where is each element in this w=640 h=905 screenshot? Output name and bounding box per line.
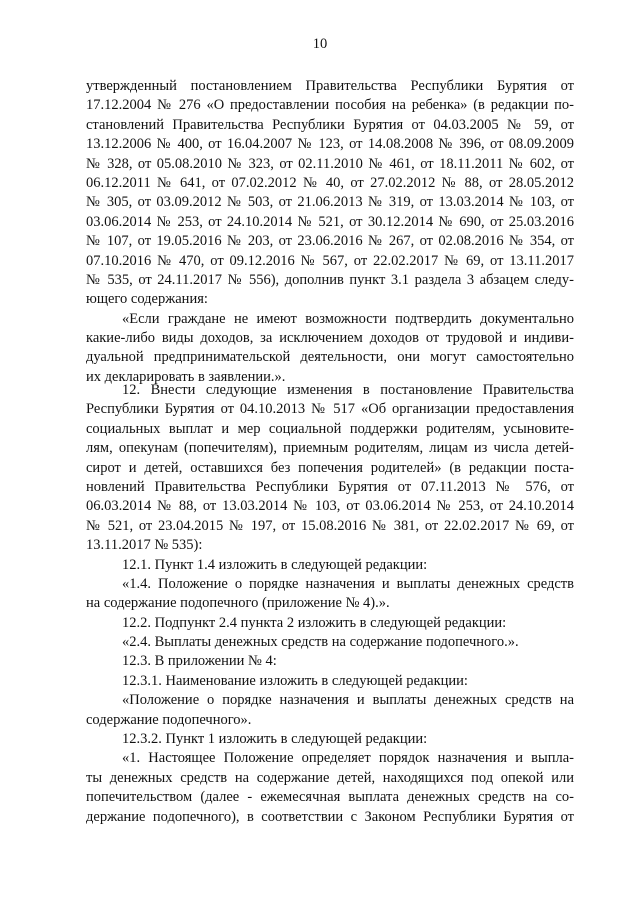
text-line: «1. Настоящее Положение определяет порядок назначения и выпла- [122, 750, 574, 767]
text-line: № 535, от 24.11.2017 № 556), дополнив пункт 3.1 раздела 3 абзацем следу- [86, 271, 574, 288]
text-line: 12. Внести следующие изменения в постановление Правительства [122, 382, 574, 398]
text-line: ющего содержания: [86, 291, 208, 308]
text-line: 17.12.2004 № 276 «О предоставлении пособия на ребенка» (в редакции по- [86, 97, 574, 114]
text-line: 12.3.1. Наименование изложить в следующей редакции: [122, 672, 468, 689]
text-line: «1.4. Положение о порядке назначения и выплаты денежных средств [122, 575, 574, 592]
text-line: 12.3.2. Пункт 1 изложить в следующей редакции: [122, 731, 428, 748]
text-block [86, 77, 574, 387]
text-line: 12.3. В приложении № 4: [122, 653, 277, 670]
text-line: социальных выплат и мер социальной поддержки родителям, усыновите- [86, 420, 574, 437]
text-line: лям, опекунам (попечителям), приемным родителям, лицам из числа детей- [86, 440, 574, 457]
text-line: 03.06.2014 № 253, от 24.10.2014 № 521, от 30.12.2014 № 690, от 25.03.2016 [86, 213, 574, 230]
text-line: 06.03.2014 № 88, от 13.03.2014 № 103, от 03.06.2014 № 253, от 24.10.2014 [86, 498, 574, 515]
text-line: № 305, от 03.09.2012 № 503, от 21.06.2013 № 319, от 13.03.2014 № 103, от [86, 194, 574, 211]
text-line: попечительством (далее - ежемесячная выплата денежных средств на со- [86, 789, 574, 806]
text-line: № 107, от 19.05.2016 № 203, от 23.06.2016 № 267, от 02.08.2016 № 354, от [86, 233, 574, 250]
text-line: 13.11.2017 № 535): [86, 537, 203, 554]
text-line: «2.4. Выплаты денежных средств на содержание подопечного.». [122, 634, 519, 651]
text-line: какие-либо виды доходов, за исключением доходов от трудовой и индиви- [86, 330, 574, 347]
text-line: новлений Правительства Республики Бурятия от 07.11.2013 № 576, от [86, 478, 574, 495]
text-line: «Если граждане не имеют возможности подтвердить документально [122, 310, 574, 327]
text-line: сирот и детей, оставшихся без попечения родителей» (в редакции поста- [86, 459, 574, 476]
text-line: держание подопечного), в соответствии с Законом Республики Бурятия от [86, 808, 574, 825]
text-line: Республики Бурятия от 04.10.2013 № 517 «Об организации предоставления [86, 401, 574, 418]
text-line: утвержденный постановлением Правительства Республики Бурятия от [86, 78, 574, 94]
text-line: становлений Правительства Республики Бурятия от 04.03.2005 № 59, от [86, 116, 574, 133]
text-line: 12.2. Подпункт 2.4 пункта 2 изложить в следующей редакции: [122, 614, 507, 631]
text-line: «Положение о порядке назначения и выплаты денежных средств на [122, 692, 574, 709]
page-number: 10 [312, 36, 328, 52]
text-line: 13.12.2006 № 400, от 16.04.2007 № 123, от 14.08.2008 № 396, от 08.09.2009 [86, 136, 574, 153]
text-line: № 328, от 05.08.2010 № 323, от 02.11.2010 № 461, от 18.11.2011 № 602, от [86, 155, 574, 172]
text-line: дуальной предпринимательской деятельности, они могут самостоятельно [86, 349, 574, 366]
text-line: 07.10.2016 № 470, от 09.12.2016 № 567, от 22.02.2017 № 69, от 13.11.2017 [86, 252, 574, 269]
text-line: содержание подопечного». [86, 711, 252, 728]
text-block [86, 381, 574, 827]
text-line: ты денежных средств на содержание детей, находящихся под опекой или [86, 769, 574, 786]
text-line: 12.1. Пункт 1.4 изложить в следующей редакции: [122, 556, 428, 573]
text-line: на содержание подопечного (приложение № 4).». [86, 595, 390, 612]
text-line: № 521, от 23.04.2015 № 197, от 15.08.2016 № 381, от 22.02.2017 № 69, от [86, 517, 574, 534]
text-line: 06.12.2011 № 641, от 07.02.2012 № 40, от 27.02.2012 № 88, от 28.05.2012 [86, 174, 574, 191]
text-line: их декларировать в заявлении.». [86, 368, 286, 385]
